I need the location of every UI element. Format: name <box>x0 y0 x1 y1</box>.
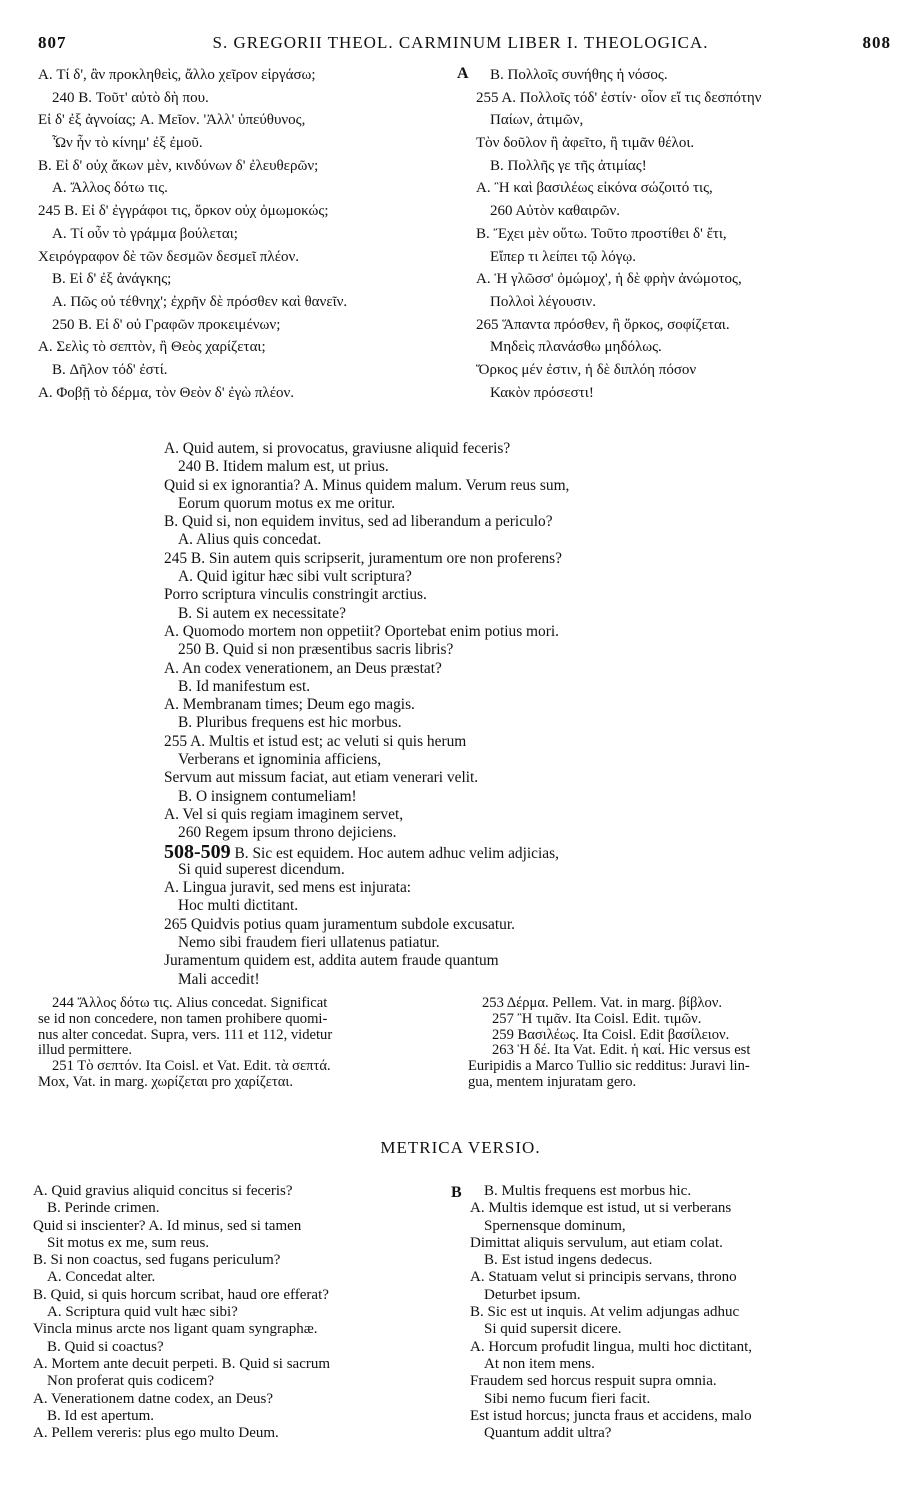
greek-line: A. Τί δ', ἂν προκληθεὶς, ἄλλο χεῖρον εἰργάσω; <box>38 67 316 83</box>
greek-line: B. Πολλοῖς συνήθης ἡ νόσος. <box>490 67 668 83</box>
greek-line: 245 B. Εἰ δ' ἐγγράφοι τις, ὅρκον οὐχ ὀμωμοκώς; <box>38 203 329 220</box>
latin-line: A. Quid igitur hæc sibi vult scriptura? <box>178 568 412 586</box>
metrica-line: Si quid supersit dicere. <box>484 1321 622 1338</box>
latin-line: Servum aut missum faciat, aut etiam venerari velit. <box>164 769 479 787</box>
metrica-line: Non proferat quis codicem? <box>47 1373 215 1390</box>
metrica-line: B. Multis frequens est morbus hic. <box>484 1183 692 1199</box>
greek-line: Πολλοὶ λέγουσιν. <box>490 293 596 310</box>
greek-line: Ὅρκος μέν ἐστιν, ἡ δὲ διπλόη πόσον <box>476 361 697 378</box>
metrica-line: A. Statuam velut si principis servans, throno <box>470 1269 737 1286</box>
metrica-line: A. Quid gravius aliquid concitus si feceris? <box>33 1183 293 1199</box>
note-line: 253 Δέρμα. Pellem. Vat. in marg. βίβλον. <box>482 995 723 1011</box>
greek-line: A. Ἄλλος δότω τις. <box>52 180 168 197</box>
greek-line: B. Πολλῆς γε τῆς ἀτιμίας! <box>490 157 647 174</box>
latin-line: B. Id manifestum est. <box>178 677 311 695</box>
greek-line: A. Ἢ καὶ βασιλέως εἰκόνα σώζοιτό τις, <box>476 180 713 197</box>
column-marker-a: A <box>457 65 469 82</box>
metrica-left-column <box>33 1183 453 1442</box>
latin-line: A. Alius quis concedat. <box>178 531 322 549</box>
note-line: 251 Τὸ σεπτόν. Ita Coisl. et Vat. Edit. τὰ σεπτά. <box>52 1058 331 1075</box>
greek-line: B. Δῆλον τόδ' ἐστί. <box>52 361 168 378</box>
latin-line: 245 B. Sin autem quis scripserit, juramentum ore non proferens? <box>164 549 562 567</box>
latin-translation <box>164 440 724 989</box>
greek-line: A. Τί οὖν τὸ γράμμα βούλεται; <box>52 225 238 242</box>
latin-line: A. Lingua juravit, sed mens est injurata: <box>164 879 412 897</box>
column-number-marker: 508-509 <box>164 840 231 863</box>
greek-line: Μηδεὶς πλανάσθω μηδόλως. <box>490 339 662 356</box>
latin-line: Hoc multi dictitant. <box>178 897 299 915</box>
metrica-line: Sibi nemo fucum fieri facit. <box>484 1390 651 1407</box>
note-line: 244 Ἄλλος δότω τις. Alius concedat. Significat <box>52 995 328 1011</box>
greek-line: 265 Ἅπαντα πρόσθεν, ἢ ὅρκος, σοφίζεται. <box>476 316 730 333</box>
greek-line: B. Εἰ δ' ἐξ ἀνάγκης; <box>52 271 172 288</box>
metrica-line: Sit motus ex me, sum reus. <box>47 1234 210 1251</box>
greek-line: A. Φοβῇ τὸ δέρμα, τὸν Θεὸν δ' ἐγὼ πλέον. <box>38 384 295 401</box>
greek-line: Τὸν δοῦλον ἢ ἀφεῖτο, ἢ τιμᾶν θέλοι. <box>476 135 695 152</box>
metrica-line: Est istud horcus; juncta fraus et accidens, malo <box>470 1407 752 1424</box>
metrica-line: B. Quid, si quis horcum scribat, haud ore efferat? <box>33 1286 329 1303</box>
notes-right <box>468 996 898 1091</box>
latin-line: A. Quid autem, si provocatus, graviusne aliquid feceris? <box>164 440 511 457</box>
latin-line: 265 Quidvis potius quam juramentum subdole excusatur. <box>164 915 515 933</box>
note-line: 263 Ἡ δέ. Ita Vat. Edit. ἡ καί. Hic versus est <box>492 1042 751 1059</box>
latin-line: Quid si ex ignorantia? A. Minus quidem malum. Verum reus sum, <box>164 476 570 494</box>
note-line: se id non concedere, non tamen prohibere quomi- <box>38 1010 328 1027</box>
metrica-line: A. Scriptura quid vult hæc sibi? <box>47 1304 238 1321</box>
metrica-line: Dimittat aliquis servulum, aut etiam colat. <box>470 1234 723 1251</box>
greek-line: 240 B. Τοῦτ' αὐτὸ δὴ που. <box>52 89 209 106</box>
metrica-line: B. Id est apertum. <box>47 1407 155 1424</box>
note-line: 257 Ἢ τιμᾶν. Ita Coisl. Edit. τιμῶν. <box>492 1010 702 1027</box>
latin-line: Nemo sibi fraudem fieri ullatenus patiatur. <box>178 934 440 952</box>
metrica-line: A. Concedat alter. <box>47 1269 156 1286</box>
metrica-line: At non item mens. <box>484 1355 595 1372</box>
greek-line: 255 A. Πολλοῖς τόδ' ἐστίν· οἷον εἴ τις δεσπότην <box>476 89 762 106</box>
metrica-line: B. Si non coactus, sed fugans periculum? <box>33 1252 281 1269</box>
greek-line: Εἰ δ' ἐξ ἀγνοίας; A. Μεῖον. 'Ἀλλ' ὑπεύθυνος, <box>38 112 306 129</box>
latin-line: 240 B. Itidem malum est, ut prius. <box>178 458 389 476</box>
metrica-line: Spernensque dominum, <box>484 1217 626 1234</box>
latin-line: A. Quomodo mortem non oppetiit? Oportebat enim potius mori. <box>164 622 559 640</box>
metrica-line: B. Quid si coactus? <box>47 1338 164 1355</box>
latin-line: Verberans et ignominia afficiens, <box>178 751 382 769</box>
latin-line: A. An codex venerationem, an Deus præstat? <box>164 659 442 677</box>
latin-line: Porro scriptura vinculis constringit arctius. <box>164 586 427 604</box>
latin-line: B. Sic est equidem. Hoc autem adhuc velim adjicias, <box>234 844 559 862</box>
greek-line: Εἴπερ τι λείπει τῷ λόγῳ. <box>490 248 637 265</box>
greek-line: A. Σελὶς τὸ σεπτὸν, ἢ Θεὸς χαρίζεται; <box>38 339 266 356</box>
note-line: nus alter concedat. Supra, vers. 111 et 112, videtur <box>38 1026 333 1043</box>
running-header <box>0 33 921 57</box>
latin-line: Eorum quorum motus ex me oritur. <box>178 494 396 512</box>
latin-line: Mali accedit! <box>178 970 260 988</box>
greek-line: 260 Αὐτὸν καθαιρῶν. <box>490 203 620 220</box>
metrica-line: Quid si inscienter? A. Id minus, sed si tamen <box>33 1217 302 1234</box>
note-line: Euripidis a Marco Tullio sic redditus: Juravi lin- <box>468 1058 750 1075</box>
note-line: 259 Βασιλέως. Ita Coisl. Edit βασίλειον. <box>492 1026 730 1043</box>
column-marker-b: B <box>451 1184 462 1201</box>
metrica-right-column <box>470 1183 900 1442</box>
greek-line: Ὧν ἦν τὸ κίνημ' ἐξ ἐμοῦ. <box>52 135 203 152</box>
latin-line: Juramentum quidem est, addita autem fraude quantum <box>164 952 499 970</box>
metrica-line: A. Mortem ante decuit perpeti. B. Quid si sacrum <box>33 1355 331 1372</box>
metrica-line: A. Venerationem datne codex, an Deus? <box>33 1390 274 1407</box>
greek-line: A. Ἡ γλῶσσ' ὀμώμοχ', ἡ δὲ φρὴν ἀνώμοτος, <box>476 271 742 288</box>
latin-line: B. Pluribus frequens est hic morbus. <box>178 714 402 732</box>
latin-line: B. Si autem ex necessitate? <box>178 604 346 622</box>
latin-line: Si quid superest dicendum. <box>178 860 345 878</box>
greek-line: Χειρόγραφον δὲ τῶν δεσμῶν δεσμεῖ πλέον. <box>38 248 300 265</box>
latin-line: 250 B. Quid si non præsentibus sacris libris? <box>178 641 454 659</box>
metrica-line: Deturbet ipsum. <box>484 1286 581 1303</box>
greek-right-column <box>476 64 896 404</box>
latin-line: 255 A. Multis et istud est; ac veluti si quis herum <box>164 732 467 750</box>
greek-line: A. Πῶς οὐ τέθνηχ'; ἐχρῆν δὲ πρόσθεν καὶ θανεῖν. <box>52 293 348 310</box>
metrica-line: A. Horcum profudit lingua, multi hoc dictitant, <box>470 1338 753 1355</box>
page-number-right: 808 <box>862 33 891 52</box>
latin-line: A. Vel si quis regiam imaginem servet, <box>164 805 404 823</box>
notes-left <box>38 996 448 1091</box>
metrica-line: B. Perinde crimen. <box>47 1200 160 1217</box>
latin-line: B. O insignem contumeliam! <box>178 787 357 805</box>
metrica-line: B. Sic est ut inquis. At velim adjungas adhuc <box>470 1304 740 1321</box>
metrica-line: Quantum addit ultra? <box>484 1425 612 1442</box>
greek-line: B. Ἔχει μὲν οὕτω. Τοῦτο προστίθει δ' ἔτι, <box>476 225 727 242</box>
note-line: Mox, Vat. in marg. χωρίζεται pro χαρίζεται. <box>38 1073 293 1090</box>
greek-left-column <box>38 64 448 404</box>
note-line: gua, mentem injuratam gero. <box>468 1073 637 1090</box>
latin-line: 260 Regem ipsum throno dejiciens. <box>178 824 397 842</box>
latin-line: B. Quid si, non equidem invitus, sed ad liberandum a periculo? <box>164 513 553 531</box>
metrica-line: B. Est istud ingens dedecus. <box>484 1252 653 1269</box>
greek-line: 250 B. Εἰ δ' οὐ Γραφῶν προκειμένων; <box>52 316 281 333</box>
latin-line: A. Membranam times; Deum ego magis. <box>164 696 415 714</box>
metrica-line: Vincla minus arcte nos ligant quam syngraphæ. <box>33 1321 318 1338</box>
metrica-line: Fraudem sed horcus respuit supra omnia. <box>470 1373 717 1390</box>
running-title: S. GREGORII THEOL. CARMINUM LIBER I. THEOLOGICA. <box>212 33 709 52</box>
greek-line: B. Εἰ δ' οὐχ ἄκων μὲν, κινδύνων δ' ἐλευθερῶν; <box>38 157 319 174</box>
metrica-line: A. Pellem vereris: plus ego multo Deum. <box>33 1425 279 1442</box>
greek-line: Παίων, ἀτιμῶν, <box>490 112 584 129</box>
section-title: METRICA VERSIO. <box>380 1138 541 1157</box>
latin-line-with-column-marker <box>164 840 724 863</box>
page-number-left: 807 <box>38 33 67 52</box>
note-line: illud permittere. <box>38 1042 133 1059</box>
greek-line: Κακὸν πρόσεστι! <box>490 384 594 401</box>
metrica-line: A. Multis idemque est istud, ut si verberans <box>470 1200 732 1217</box>
